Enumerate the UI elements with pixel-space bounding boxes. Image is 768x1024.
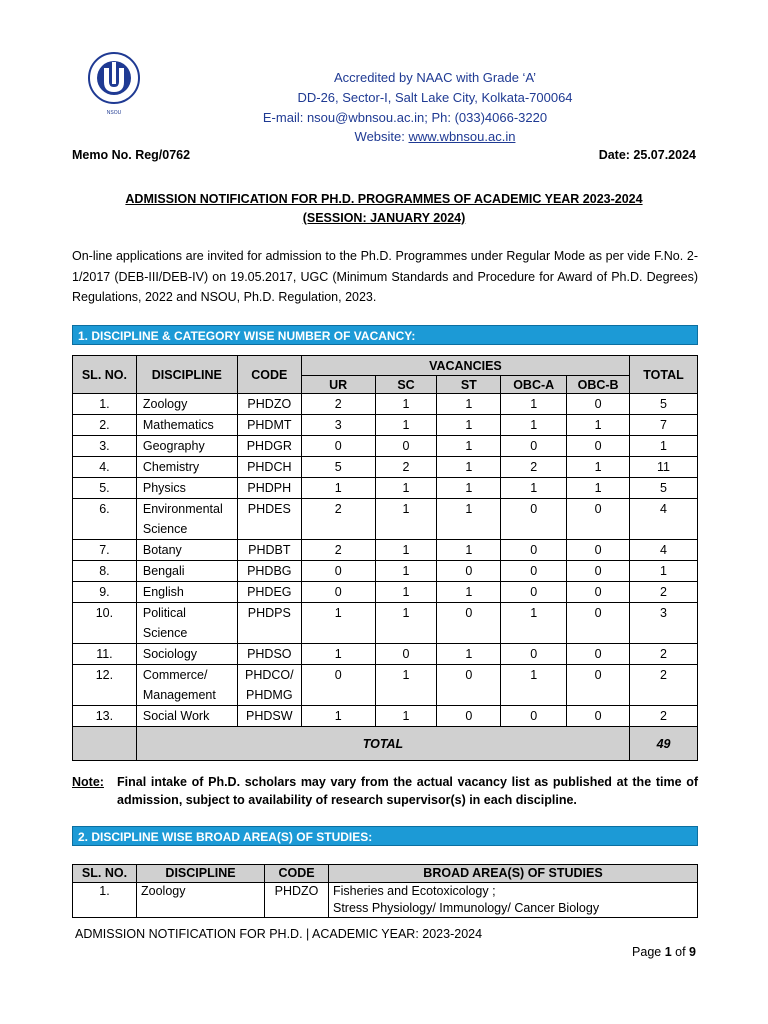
areas-table — [72, 864, 698, 918]
cell-st: 1 — [437, 478, 501, 499]
header-obc-b: OBC-B — [567, 376, 630, 394]
header-total: TOTAL — [630, 356, 698, 394]
cell-sl-no: 4. — [73, 457, 137, 478]
cell-ur: 5 — [301, 457, 375, 478]
cell-sl-no: 5. — [73, 478, 137, 499]
contact-text: E-mail: nsou@wbnsou.ac.in; Ph: (033)4066-3220 — [262, 110, 548, 125]
website-label: Website: — [354, 129, 409, 144]
cell-ur: 2 — [301, 540, 375, 561]
cell-obc-b: 0 — [567, 582, 630, 603]
cell-st: 1 — [437, 457, 501, 478]
section-1-heading: 1. DISCIPLINE & CATEGORY WISE NUMBER OF VACANCY: — [72, 325, 698, 345]
cell-total: 2 — [630, 706, 698, 727]
cell-total: 7 — [630, 415, 698, 436]
cell-discipline: Political Science — [136, 603, 237, 644]
cell-discipline: English — [136, 582, 237, 603]
cell-ur: 0 — [301, 436, 375, 457]
table-row — [73, 394, 698, 415]
cell-total: 5 — [630, 394, 698, 415]
cell-code: PHDPH — [237, 478, 301, 499]
cell-discipline: Physics — [136, 478, 237, 499]
cell-st: 1 — [437, 415, 501, 436]
table-row — [73, 436, 698, 457]
cell-obc-b: 0 — [567, 644, 630, 665]
table-row — [73, 883, 698, 918]
cell-sl-no: 9. — [73, 582, 137, 603]
section-2-heading: 2. DISCIPLINE WISE BROAD AREA(S) OF STUDIES: — [72, 826, 698, 846]
table-row — [73, 644, 698, 665]
cell-ur: 0 — [301, 582, 375, 603]
cell-sc: 1 — [375, 394, 437, 415]
cell-discipline: Commerce/ Management — [136, 665, 237, 706]
cell-st: 0 — [437, 603, 501, 644]
areas-header-areas: BROAD AREA(S) OF STUDIES — [329, 865, 698, 883]
accreditation-text: Accredited by NAAC with Grade ‘A’ — [333, 70, 537, 85]
cell-sc: 1 — [375, 665, 437, 706]
cell-discipline: Sociology — [136, 644, 237, 665]
cell-obc-a: 0 — [501, 499, 567, 540]
cell-ur: 1 — [301, 706, 375, 727]
website-link[interactable]: www.wbnsou.ac.in — [408, 129, 516, 144]
cell-discipline: Zoology — [136, 394, 237, 415]
cell-sc: 1 — [375, 603, 437, 644]
cell-code: PHDMT — [237, 415, 301, 436]
cell-obc-b: 0 — [567, 499, 630, 540]
cell-sl-no: 1. — [73, 394, 137, 415]
cell-ur: 2 — [301, 394, 375, 415]
cell-sc: 1 — [375, 415, 437, 436]
cell-st: 0 — [437, 665, 501, 706]
cell-ur: 3 — [301, 415, 375, 436]
header-sl-no: SL. NO. — [73, 356, 137, 394]
table-row — [73, 582, 698, 603]
cell-obc-b: 0 — [567, 561, 630, 582]
areas-header-discipline: DISCIPLINE — [137, 865, 265, 883]
university-seal-icon — [86, 48, 142, 118]
footer-text: ADMISSION NOTIFICATION FOR PH.D. | ACADEMIC YEAR: 2023-2024 — [75, 927, 483, 941]
areas-line: Stress Physiology/ Immunology/ Cancer Biology — [333, 901, 600, 915]
cell-st: 1 — [437, 582, 501, 603]
table-row — [73, 540, 698, 561]
header-ur: UR — [301, 376, 375, 394]
header-st: ST — [437, 376, 501, 394]
cell-sc: 0 — [375, 436, 437, 457]
cell-obc-a: 1 — [501, 665, 567, 706]
address-text: DD-26, Sector-I, Salt Lake City, Kolkata-700064 — [297, 90, 573, 105]
cell-sl-no: 8. — [73, 561, 137, 582]
header-code: CODE — [237, 356, 301, 394]
cell-code: PHDPS — [237, 603, 301, 644]
areas-sl: 1. — [73, 883, 137, 918]
cell-code: PHDSW — [237, 706, 301, 727]
cell-code: PHDCH — [237, 457, 301, 478]
cell-total: 3 — [630, 603, 698, 644]
cell-total: 1 — [630, 561, 698, 582]
cell-obc-a: 0 — [501, 706, 567, 727]
document-subtitle: (SESSION: JANUARY 2024) — [302, 211, 466, 225]
areas-header-code: CODE — [265, 865, 329, 883]
cell-sc: 1 — [375, 478, 437, 499]
table-row — [73, 499, 698, 540]
cell-obc-a: 2 — [501, 457, 567, 478]
cell-sc: 1 — [375, 540, 437, 561]
cell-obc-a: 0 — [501, 561, 567, 582]
cell-sl-no: 6. — [73, 499, 137, 540]
cell-obc-b: 0 — [567, 394, 630, 415]
table-row — [73, 561, 698, 582]
cell-st: 1 — [437, 644, 501, 665]
cell-obc-b: 0 — [567, 540, 630, 561]
cell-total: 11 — [630, 457, 698, 478]
cell-total: 2 — [630, 582, 698, 603]
cell-obc-b: 0 — [567, 603, 630, 644]
cell-obc-a: 0 — [501, 540, 567, 561]
cell-code: PHDCO/ PHDMG — [237, 665, 301, 706]
cell-discipline: Geography — [136, 436, 237, 457]
page-number — [632, 945, 696, 959]
note-block — [72, 773, 698, 809]
cell-obc-a: 1 — [501, 603, 567, 644]
table-row — [73, 706, 698, 727]
cell-sl-no: 11. — [73, 644, 137, 665]
cell-obc-b: 1 — [567, 478, 630, 499]
cell-obc-b: 1 — [567, 457, 630, 478]
intro-paragraph: On-line applications are invited for admission to the Ph.D. Programmes under Regular Mode as per vide F.No. 2-1/2017 (DEB-III/DEB-IV) on 19.05.2017, UGC (Minimum Standards and Procedure for Award of Ph.D. Degrees) Regulations, 2022 and NSOU, Ph.D. Regulation, 2023. — [72, 249, 698, 304]
document-title: ADMISSION NOTIFICATION FOR PH.D. PROGRAMMES OF ACADEMIC YEAR 2023-2024 — [125, 192, 643, 206]
cell-code: PHDBG — [237, 561, 301, 582]
cell-discipline: Bengali — [136, 561, 237, 582]
header-discipline: DISCIPLINE — [136, 356, 237, 394]
cell-code: PHDGR — [237, 436, 301, 457]
cell-discipline: Chemistry — [136, 457, 237, 478]
cell-st: 0 — [437, 706, 501, 727]
cell-code: PHDZO — [237, 394, 301, 415]
page-prefix: Page — [632, 945, 665, 959]
cell-sc: 1 — [375, 582, 437, 603]
areas-header-sl: SL. NO. — [73, 865, 137, 883]
vacancy-table — [72, 355, 698, 761]
total-label: TOTAL — [136, 727, 629, 761]
cell-sc: 1 — [375, 706, 437, 727]
table-row — [73, 457, 698, 478]
cell-total: 1 — [630, 436, 698, 457]
total-blank — [73, 727, 137, 761]
cell-obc-a: 0 — [501, 644, 567, 665]
header-vacancies: VACANCIES — [301, 356, 629, 376]
cell-total: 5 — [630, 478, 698, 499]
cell-sl-no: 7. — [73, 540, 137, 561]
cell-code: PHDEG — [237, 582, 301, 603]
cell-obc-a: 1 — [501, 394, 567, 415]
cell-sl-no: 3. — [73, 436, 137, 457]
header-obc-a: OBC-A — [501, 376, 567, 394]
cell-ur: 2 — [301, 499, 375, 540]
page-total: 9 — [689, 945, 696, 959]
cell-obc-b: 1 — [567, 415, 630, 436]
table-row — [73, 603, 698, 644]
cell-obc-b: 0 — [567, 665, 630, 706]
cell-obc-b: 0 — [567, 706, 630, 727]
cell-obc-a: 1 — [501, 478, 567, 499]
cell-st: 1 — [437, 394, 501, 415]
page-current: 1 — [664, 945, 672, 959]
cell-discipline: Mathematics — [136, 415, 237, 436]
cell-discipline: Social Work — [136, 706, 237, 727]
header-sc: SC — [375, 376, 437, 394]
cell-st: 1 — [437, 540, 501, 561]
cell-obc-a: 0 — [501, 436, 567, 457]
cell-total: 2 — [630, 665, 698, 706]
cell-st: 0 — [437, 561, 501, 582]
cell-sl-no: 2. — [73, 415, 137, 436]
svg-text:NSOU: NSOU — [106, 110, 122, 116]
memo-date: Date: 25.07.2024 — [598, 148, 696, 162]
cell-sc: 1 — [375, 561, 437, 582]
cell-obc-b: 0 — [567, 436, 630, 457]
areas-discipline: Zoology — [137, 883, 265, 918]
cell-sc: 2 — [375, 457, 437, 478]
website-line — [180, 129, 690, 144]
cell-ur: 0 — [301, 561, 375, 582]
cell-code: PHDSO — [237, 644, 301, 665]
cell-total: 4 — [630, 540, 698, 561]
total-value: 49 — [630, 727, 698, 761]
cell-obc-a: 1 — [501, 415, 567, 436]
cell-sl-no: 10. — [73, 603, 137, 644]
cell-code: PHDBT — [237, 540, 301, 561]
note-text: Final intake of Ph.D. scholars may vary from the actual vacancy list as published at the time of admission, subject to availability of research supervisor(s) in each discipline. — [117, 775, 698, 807]
cell-st: 1 — [437, 499, 501, 540]
cell-ur: 1 — [301, 644, 375, 665]
areas-line: Fisheries and Ecotoxicology ; — [333, 884, 496, 898]
note-label: Note: — [72, 775, 104, 789]
table-row — [73, 665, 698, 706]
cell-obc-a: 0 — [501, 582, 567, 603]
cell-ur: 1 — [301, 478, 375, 499]
cell-discipline: Environmental Science — [136, 499, 237, 540]
table-row — [73, 478, 698, 499]
page-of: of — [671, 945, 690, 959]
cell-discipline: Botany — [136, 540, 237, 561]
areas-list — [329, 883, 698, 918]
cell-sl-no: 12. — [73, 665, 137, 706]
cell-st: 1 — [437, 436, 501, 457]
cell-sc: 1 — [375, 499, 437, 540]
cell-code: PHDES — [237, 499, 301, 540]
cell-ur: 1 — [301, 603, 375, 644]
cell-ur: 0 — [301, 665, 375, 706]
cell-sl-no: 13. — [73, 706, 137, 727]
cell-total: 4 — [630, 499, 698, 540]
memo-number: Memo No. Reg/0762 — [72, 148, 191, 162]
cell-sc: 0 — [375, 644, 437, 665]
cell-total: 2 — [630, 644, 698, 665]
table-row — [73, 415, 698, 436]
areas-code: PHDZO — [265, 883, 329, 918]
